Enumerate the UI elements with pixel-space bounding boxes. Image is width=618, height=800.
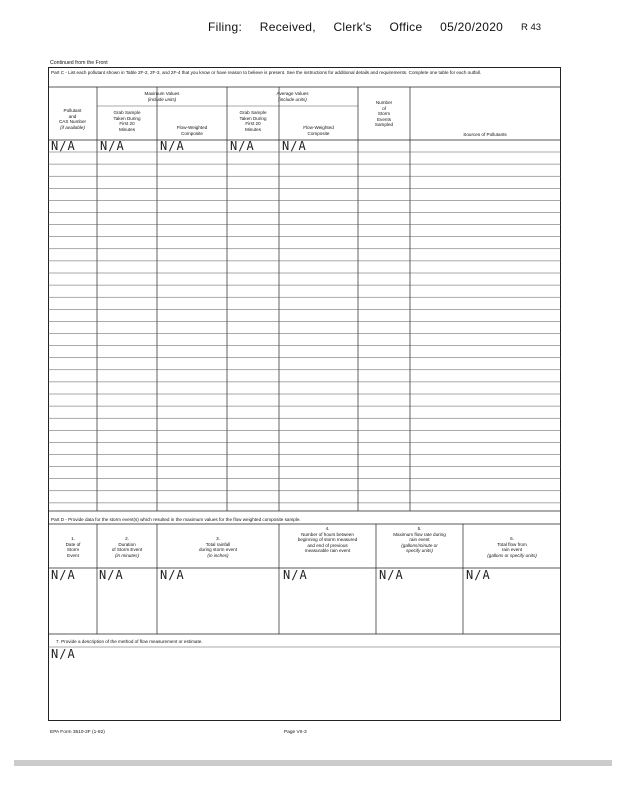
hours-between-entry: N/A [283, 568, 308, 582]
storm-date-entry: N/A [51, 568, 76, 582]
form-number: EPA Form 3510-2F (1-92) [50, 730, 105, 735]
part-d-col5-header: 5. Maximum flow rate during rain event (gallons/minute or specify units) [393, 526, 446, 554]
continued-note: Continued from the Front [50, 60, 108, 66]
pollutant-entry: N/A [51, 139, 76, 153]
avg-values-header: Average Values (include units) [276, 91, 309, 102]
rainfall-entry: N/A [160, 568, 185, 582]
part-d-col6-header: 6. Total flow from rain event (gallons or specify units) [487, 536, 537, 558]
total-flow-entry: N/A [466, 568, 491, 582]
office-label: Office [389, 20, 423, 34]
avg-flow-header: Flow-Weighted Composite [303, 125, 334, 136]
part-7-instruction: 7. Provide a description of the method of flow measurement or estimate. [56, 639, 203, 644]
max-flow-rate-entry: N/A [379, 568, 404, 582]
max-grab-header: Grab Sample Taken During First 20 Minutes [113, 110, 141, 132]
part-d-col3-header: 3. Total rainfall during storm event (in inches) [198, 536, 238, 558]
scan-edge [14, 760, 612, 766]
pollutant-col-header: Pollutant and CAS Number (if available) [58, 108, 87, 130]
method-entry: N/A [51, 647, 76, 661]
avg-flow-entry: N/A [282, 139, 307, 153]
part-c-instruction: Part C - List each pollutant shown in Table 2F-2, 2F-3, and 2F-4 that you know or have reason to believe is present. See the instructions for additional details and requirements. Complete one table for each outfall. [51, 70, 482, 75]
storm-events-header: Number of Storm Events Sampled [374, 100, 394, 128]
filing-date: 05/20/2020 [440, 20, 504, 34]
avg-grab-entry: N/A [230, 139, 255, 153]
part-d-col2-header: 2. Duration of Storm Event (in minutes) [111, 536, 143, 558]
received-label: Received, [259, 20, 316, 34]
max-flow-header: Flow-Weighted Composite [176, 125, 208, 136]
clerks-label: Clerk's [333, 20, 372, 34]
part-d-col1-header: 1. Date of Storm Event [65, 536, 81, 558]
sources-header: Sources of Pollutants [463, 132, 507, 137]
filing-label: Filing: [208, 20, 243, 34]
part-d-col4-header: 4. Number of hours between beginning of storm measured and end of previous measurable rain event [297, 526, 358, 554]
max-flow-entry: N/A [160, 139, 185, 153]
storm-duration-entry: N/A [99, 568, 124, 582]
max-grab-entry: N/A [100, 139, 125, 153]
page-number: Page VII-3 [284, 730, 307, 735]
part-d-instruction: Part D - Provide data for the storm event(s) which resulted in the maximum values for the flow weighted composite sample. [51, 517, 301, 522]
page-reference: R 43 [521, 22, 542, 33]
avg-grab-header: Grab Sample Taken During First 20 Minutes [239, 110, 267, 132]
max-values-header: Maximum Values (include units) [144, 91, 180, 102]
